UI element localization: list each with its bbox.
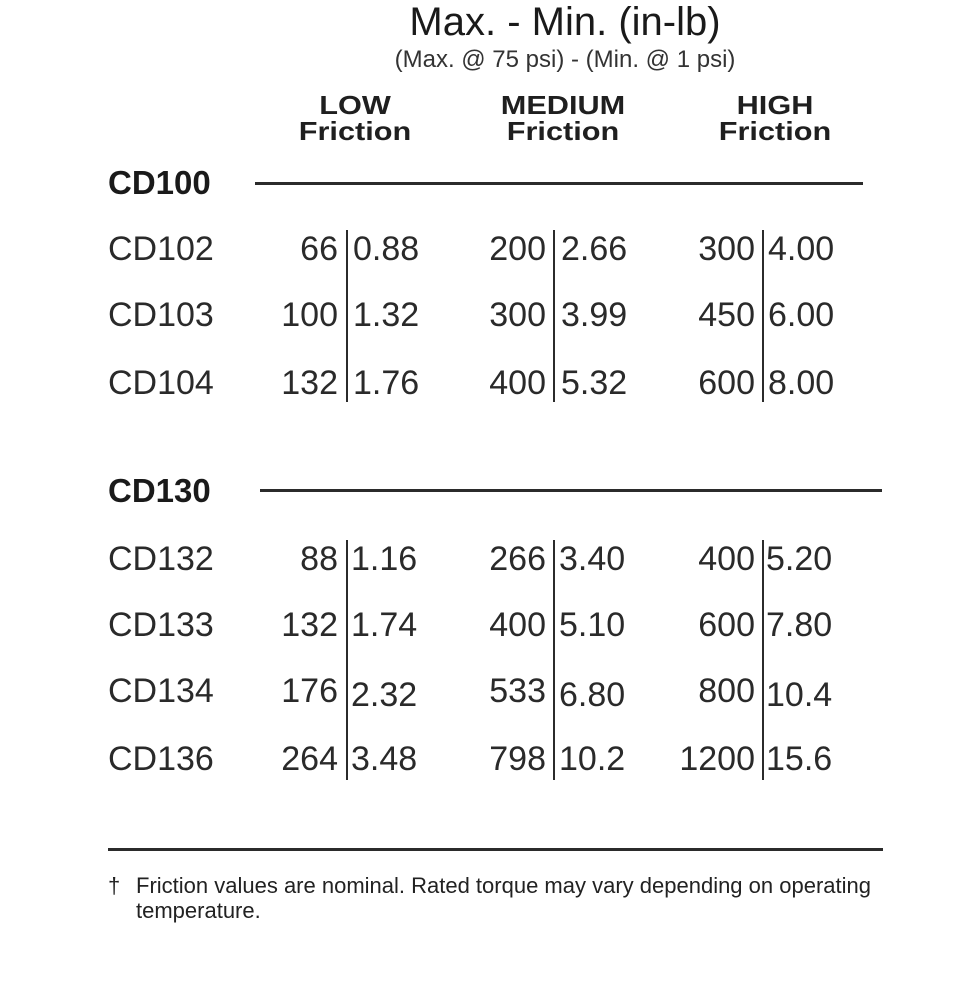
model-label: CD132 (108, 540, 214, 578)
high-min-value: 6.00 (768, 296, 835, 334)
low-min-value: 3.48 (351, 740, 418, 778)
low-max-value: 66 (300, 230, 338, 268)
group-label-cd130: CD130 (108, 472, 211, 509)
medium-min-value: 5.10 (559, 606, 626, 644)
high-min-value: 8.00 (768, 364, 835, 402)
high-min-value: 15.6 (766, 740, 833, 778)
column-separator (553, 230, 555, 402)
low-max-value: 88 (300, 540, 338, 578)
high-max-value: 300 (698, 230, 755, 268)
medium-max-value: 533 (489, 672, 546, 710)
high-min-value: 10.4 (766, 676, 833, 714)
medium-min-value: 6.80 (559, 676, 626, 714)
low-max-value: 132 (281, 606, 338, 644)
column-header-high: HIGH Friction (718, 90, 832, 146)
low-max-value: 132 (281, 364, 338, 402)
model-label: CD133 (108, 606, 214, 644)
medium-max-value: 266 (489, 540, 546, 578)
low-min-value: 1.16 (351, 540, 418, 578)
table-subtitle: (Max. @ 75 psi) - (Min. @ 1 psi) (394, 46, 736, 73)
column-separator (762, 230, 764, 402)
medium-max-value: 400 (489, 364, 546, 402)
medium-min-value: 3.40 (559, 540, 626, 578)
group-divider (260, 489, 882, 492)
medium-max-value: 200 (489, 230, 546, 268)
column-header-medium: MEDIUM Friction (500, 90, 626, 146)
group-label-cd100: CD100 (108, 164, 211, 201)
footnote-text: Friction values are nominal. Rated torque may vary depending on operating temperature. (136, 873, 871, 923)
model-label: CD103 (108, 296, 214, 334)
medium-max-value: 300 (489, 296, 546, 334)
high-max-value: 400 (698, 540, 755, 578)
high-max-value: 1200 (679, 740, 755, 778)
high-max-value: 800 (698, 672, 755, 710)
high-max-value: 600 (698, 364, 755, 402)
column-separator (346, 230, 348, 402)
medium-min-value: 3.99 (561, 296, 628, 334)
medium-min-value: 10.2 (559, 740, 626, 778)
high-min-value: 4.00 (768, 230, 835, 268)
high-min-value: 5.20 (766, 540, 833, 578)
model-label: CD136 (108, 740, 214, 778)
model-label: CD134 (108, 672, 214, 710)
low-max-value: 176 (281, 672, 338, 710)
low-min-value: 1.74 (351, 606, 418, 644)
high-max-value: 450 (698, 296, 755, 334)
model-label: CD104 (108, 364, 214, 402)
column-header-low: LOW Friction (298, 90, 412, 146)
low-max-value: 100 (281, 296, 338, 334)
footnote-symbol: † (108, 873, 121, 898)
footnote-divider (108, 848, 883, 851)
low-min-value: 1.76 (353, 364, 420, 402)
low-min-value: 0.88 (353, 230, 420, 268)
column-separator (346, 540, 348, 780)
model-label: CD102 (108, 230, 214, 268)
medium-max-value: 400 (489, 606, 546, 644)
column-separator (762, 540, 764, 780)
medium-min-value: 5.32 (561, 364, 628, 402)
medium-max-value: 798 (489, 740, 546, 778)
table-title: Max. - Min. (in-lb) (409, 0, 721, 44)
high-min-value: 7.80 (766, 606, 833, 644)
group-divider (255, 182, 863, 185)
column-separator (553, 540, 555, 780)
low-min-value: 1.32 (353, 296, 420, 334)
high-max-value: 600 (698, 606, 755, 644)
medium-min-value: 2.66 (561, 230, 628, 268)
low-max-value: 264 (281, 740, 338, 778)
low-min-value: 2.32 (351, 676, 418, 714)
